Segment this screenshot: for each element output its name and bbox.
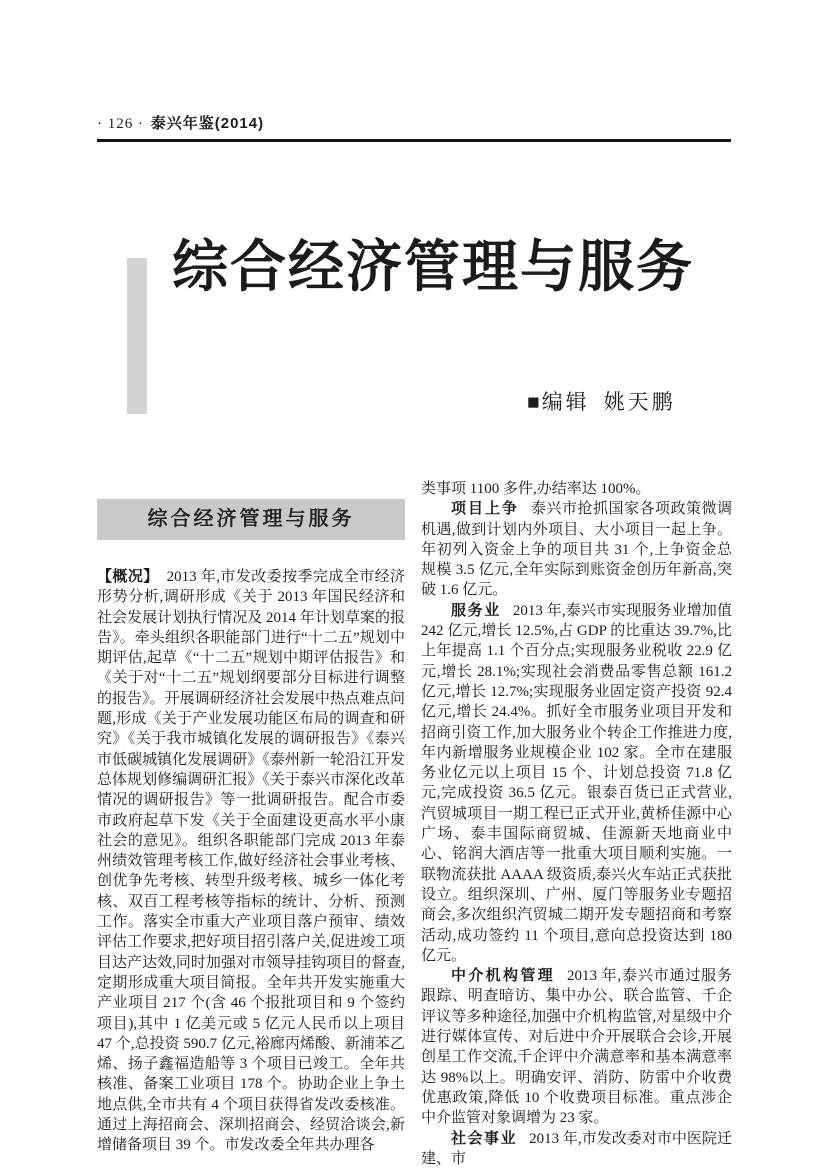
paragraph-project-funding <box>421 499 732 600</box>
paragraph-lead: 服务业 <box>451 602 501 619</box>
paragraph-lead: 社会事业 <box>451 1130 518 1147</box>
paragraph-text: 2013 年,泰兴市通过服务跟踪、明查暗访、集中办公、联合监管、千企评议等多种途径,加强中介机构监管,对星级中介进行媒体宣传、对后进中介开展联合会诊,开展创星工作交流,千企评中介满意率和基本满意率达 98%以上。明确安评、消防、防雷中介收费优惠政策,降低 10 个收费项目标准。重点涉企中介监管对象调增为 23 家。 <box>421 968 732 1127</box>
editor-line <box>527 386 676 416</box>
paragraph-text: 泰兴市抢抓国家各项政策微调机遇,做到计划内外项目、大小项目一起上争。年初列入资金上争的项目共 31 个,上争资金总规模 3.5 亿元,全年实际到账资金创历年新高,突破 1.6 亿元。 <box>421 501 732 599</box>
title-accent-bar <box>127 258 147 414</box>
editor-name: 姚天鹏 <box>603 390 676 414</box>
paragraph-intermediary-management <box>421 966 732 1128</box>
paragraph-service-industry <box>421 601 732 966</box>
running-header <box>97 112 731 133</box>
overview-text: 2013 年,市发改委按季完成全市经济形势分析,调研形成《关于 2013 年国民经济和社会发展计划执行情况及 2014 年计划草案的报告》。牵头组织各职能部门进行“十二五”规划中期评估,起草《“十二五”规划中期评估报告》和《关于对“十二五”规划纲要部分目标进行调整的报告》。开展调研经济社会发展中热点难点问题,形成《关于产业发展功能区布局的调查和研究》《关于我市城镇化发展的调研报告》《泰兴市低碳城镇化发展调研》《泰州新一轮沿江开发总体规划修编调研汇报》《关于泰兴市深化改革情况的调研报告》等一批调研报告。配合市委市政府起草下发《关于全面建设更高水平小康社会的意见》。组织各职能部门完成 2013 年泰州绩效管理考核工作,做好经济社会事业考核、创优争先考核、转型升级考核、城乡一体化考核、双百工程考核等指标的统计、分析、预测工作。落实全市重大产业项目落户预审、绩效评估工作要求,把好项目招引落户关,促进竣工项目达产达效,同时加强对市领导挂钩项目的督查,定期形成重大项目简报。全年共开发实施重大产业项目 217 个(含 46 个报批项目和 9 个签约项目),其中 1 亿美元或 5 亿元人民币以上项目 47 个,总投资 590.7 亿元,裕廊丙烯酸、新浦苯乙烯、扬子鑫福造船等 3 个项目已竣工。全年共核准、备案工业项目 178 个。协助企业上争土地点供,全市共有 4 个项目获得省发改委核准。通过上海招商会、深圳招商会、经贸洽谈会,新增储备项目 39 个。市发改委全年共办理各 <box>97 569 405 1154</box>
left-column <box>97 499 405 1156</box>
editor-label: 编辑 <box>541 390 590 414</box>
section-heading: 综合经济管理与服务 <box>97 499 405 540</box>
paragraph-lead: 项目上争 <box>451 501 519 518</box>
header-rule <box>97 139 731 142</box>
paragraph-text: 2013 年,泰兴市实现服务业增加值 242 亿元,增长 12.5%,占 GDP 的比重达 39.7%,比上年提高 1.1 个百分点;实现服务业税收 22.9 亿元,增长 28.1%;实现社会消费品零售总额 161.2 亿元,增长 12.7%;实现服务业固定资产投资 92.4 亿元,增长 24.4%。抓好全市服务业项目开发和招商引资工作,加大服务业个转企工作推进力度,年内新增服务业规模企业 102 家。全市在建服务业亿元以上项目 15 个、计划总投资 71.8 亿元,完成投资 36.5 亿元。银泰百货已正式营业,汽贸城项目一期工程已正式开业,黄桥佳源中心广场、泰丰国际商贸城、佳源新天地商业中心、铭润大酒店等一批重大项目顺利实施。一联物流获批 AAAA 级资质,泰兴火车站正式获批设立。组织深圳、广州、厦门等服务业专题招商会,多次组织汽贸城二期开发专题招商和考察活动,成功签约 11 个项目,意向总投资达到 180 亿元。 <box>421 602 732 964</box>
chapter-title: 综合经济管理与服务 <box>172 237 694 299</box>
right-column <box>421 479 732 1169</box>
book-title: 泰兴年鉴(2014) <box>150 115 265 132</box>
page-number: · 126 · <box>97 116 144 132</box>
paragraph-lead: 中介机构管理 <box>451 968 555 985</box>
overview-label: 【概况】 <box>97 568 159 585</box>
paragraph-social-undertakings <box>421 1129 732 1169</box>
editor-square-icon: ■ <box>527 390 540 414</box>
continuation-paragraph: 类事项 1100 多件,办结率达 100%。 <box>421 481 651 497</box>
overview-paragraph <box>97 567 405 1156</box>
paragraph-text: 2013 年,市发改委对市中医院迁建、市 <box>421 1130 732 1167</box>
